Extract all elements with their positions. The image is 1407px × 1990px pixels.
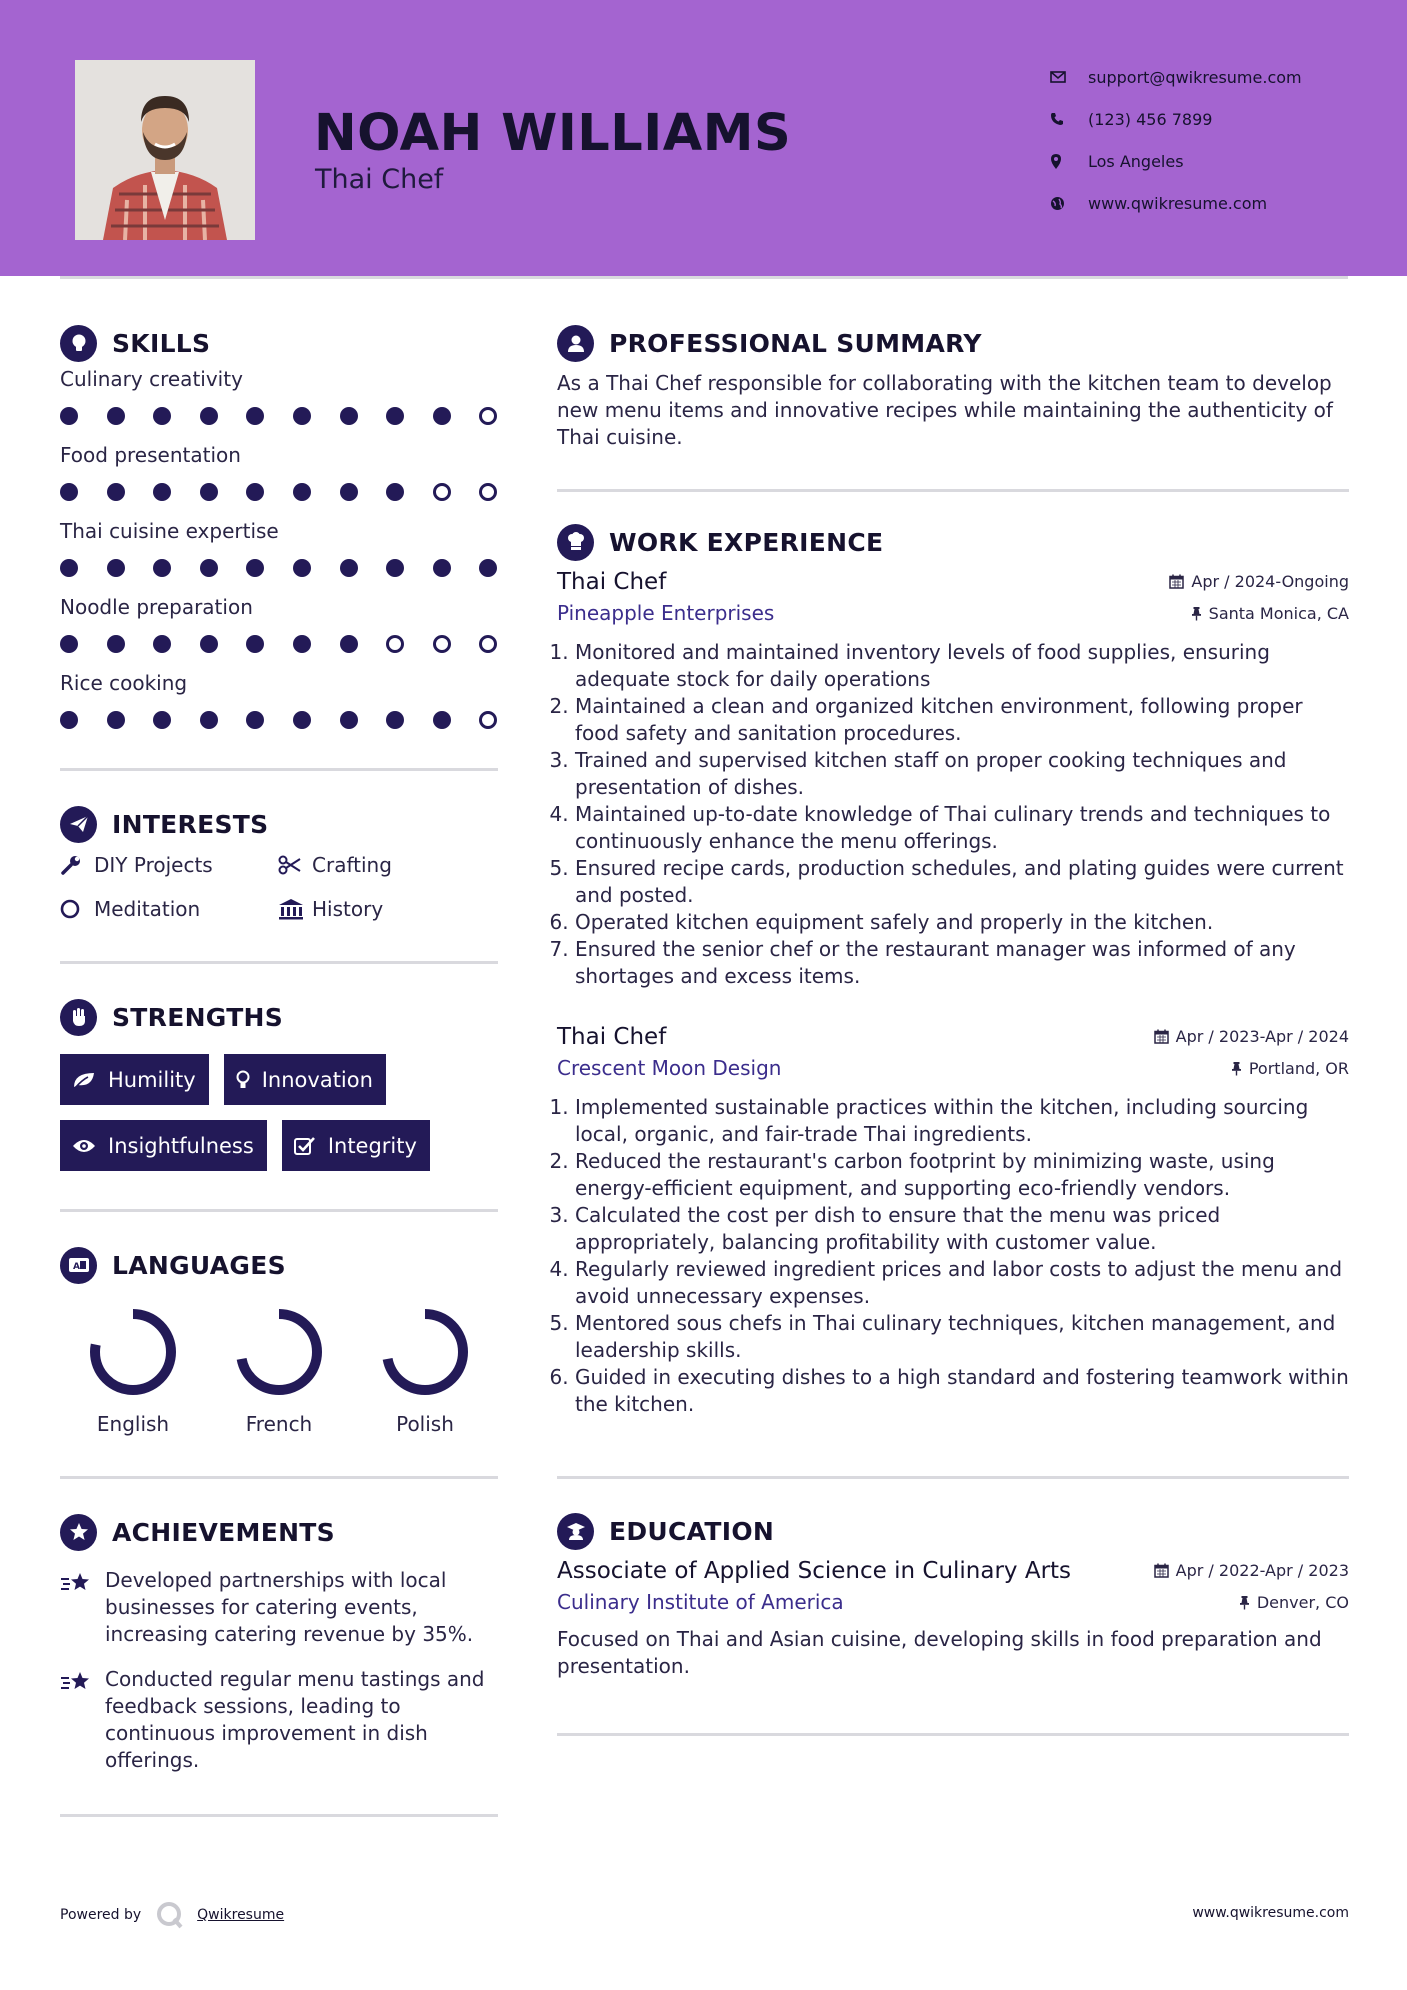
rating-dot-filled — [153, 711, 171, 729]
rating-dot-filled — [340, 483, 358, 501]
achievement-text: Developed partnerships with local businesses for catering events, increasing catering revenue by 35%. — [105, 1568, 474, 1646]
rating-dot-filled — [107, 483, 125, 501]
section-divider — [60, 1814, 498, 1817]
rating-dot-empty — [386, 635, 404, 653]
job-date — [1154, 1027, 1349, 1046]
rating-dot-filled — [60, 483, 78, 501]
interest-label: Meditation — [94, 897, 201, 921]
rating-dot-filled — [293, 407, 311, 425]
skill-rating — [60, 546, 498, 590]
skill-rating — [60, 622, 498, 666]
duty-item: 6. Guided in executing dishes to a high standard and fostering teamwork within the kitchen. — [575, 1364, 1349, 1418]
rating-dot-filled — [293, 559, 311, 577]
education-description: Focused on Thai and Asian cuisine, developing skills in food preparation and presentation. — [557, 1627, 1322, 1678]
rating-dot-filled — [293, 711, 311, 729]
skills-title: SKILLS — [112, 328, 211, 358]
checkbox-icon — [294, 1136, 316, 1156]
eye-icon — [72, 1138, 96, 1154]
rating-dot-filled — [200, 407, 218, 425]
rating-dot-filled — [107, 711, 125, 729]
duty-item: 2. Reduced the restaurant's carbon footprint by minimizing waste, using energy-efficient equipment, and supporting eco-friendly vendors. — [575, 1148, 1349, 1202]
paper-plane-icon — [60, 806, 97, 843]
achievement-text: Conducted regular menu tastings and feedback sessions, leading to continuous improvement in dish offerings. — [105, 1667, 485, 1772]
languages-list — [60, 1306, 498, 1436]
education-date — [1154, 1561, 1349, 1580]
interest-label: History — [312, 897, 384, 921]
star-badge-icon — [60, 1514, 97, 1551]
section-divider — [557, 1733, 1349, 1736]
language-item — [60, 1306, 206, 1436]
candidate-title: Thai Chef — [315, 164, 444, 195]
contact-email-text: support@qwikresume.com — [1088, 67, 1302, 87]
duty-item: 6. Operated kitchen equipment safely and properly in the kitchen. — [575, 909, 1349, 936]
interest-label: DIY Projects — [94, 853, 213, 877]
rating-dot-filled — [60, 635, 78, 653]
rating-dot-filled — [433, 407, 451, 425]
rating-dot-filled — [386, 559, 404, 577]
strengths-list — [60, 1054, 498, 1186]
skill-name: Food presentation — [60, 443, 241, 467]
rating-dot-filled — [386, 483, 404, 501]
rating-dot-filled — [153, 483, 171, 501]
skill-rating — [60, 698, 498, 742]
contact-location — [1050, 140, 1302, 182]
lightbulb-icon — [236, 1070, 250, 1090]
duty-item: 4. Regularly reviewed ingredient prices and labor costs to adjust the menu and avoid unnecessary expenses. — [575, 1256, 1349, 1310]
language-name: English — [96, 1412, 170, 1436]
achievements-list — [60, 1567, 498, 1774]
strengths-header — [60, 992, 498, 1042]
strengths-title: STRENGTHS — [112, 1002, 284, 1032]
chef-icon — [557, 524, 594, 561]
duty-item: 7. Ensured the senior chef or the restaurant manager was informed of any shortages and excess items. — [575, 936, 1349, 990]
duty-list — [557, 1094, 1349, 1418]
strength-label: Insightfulness — [108, 1133, 254, 1158]
rating-dot-empty — [479, 711, 497, 729]
section-divider — [557, 489, 1349, 492]
job-location-text: Santa Monica, CA — [1208, 603, 1349, 623]
header-divider — [60, 276, 1348, 279]
hand-icon — [60, 999, 97, 1036]
rating-dot-filled — [60, 559, 78, 577]
svg-text:A: A — [72, 1262, 80, 1272]
duty-item: 3. Trained and supervised kitchen staff on proper cooking techniques and presentation of dishes. — [575, 747, 1349, 801]
rating-dot-filled — [153, 559, 171, 577]
language-level-arc — [387, 1314, 463, 1390]
education-location-text: Denver, CO — [1256, 1592, 1349, 1612]
qwikresume-logo — [155, 1900, 185, 1930]
skill-name: Culinary creativity — [60, 367, 243, 391]
circle-icon — [60, 898, 94, 920]
section-divider — [60, 961, 498, 964]
rating-dot-filled — [340, 711, 358, 729]
calendar-icon — [1154, 1563, 1169, 1578]
interest-item — [60, 849, 278, 881]
calendar-icon — [1169, 574, 1184, 589]
rating-dot-filled — [60, 711, 78, 729]
scissors-icon — [278, 855, 312, 875]
rating-dot-filled — [153, 407, 171, 425]
section-divider — [60, 768, 498, 771]
rating-dot-filled — [153, 635, 171, 653]
experience-title: WORK EXPERIENCE — [609, 527, 884, 557]
achievements-header — [60, 1507, 498, 1557]
pushpin-icon — [1231, 1061, 1242, 1076]
skill-name: Thai cuisine expertise — [60, 519, 279, 543]
rating-dot-filled — [340, 559, 358, 577]
education-header — [557, 1506, 1349, 1556]
strength-chip — [282, 1120, 430, 1171]
duty-list — [557, 639, 1349, 990]
globe-icon — [1050, 196, 1088, 211]
rating-dot-filled — [386, 407, 404, 425]
job-entry — [557, 569, 1349, 990]
map-pin-icon — [1050, 154, 1088, 169]
interest-item — [278, 849, 496, 881]
rating-dot-filled — [433, 559, 451, 577]
rating-dot-filled — [107, 635, 125, 653]
rating-dot-filled — [246, 635, 264, 653]
section-divider — [557, 1476, 1349, 1479]
contact-location-text: Los Angeles — [1088, 151, 1184, 171]
language-name: Polish — [396, 1412, 454, 1436]
summary-header — [557, 318, 1349, 368]
languages-header — [60, 1240, 498, 1290]
footer-powered-by — [60, 1900, 284, 1930]
duty-item: 1. Implemented sustainable practices within the kitchen, including sourcing local, organic, and fair-trade Thai ingredients. — [575, 1094, 1349, 1148]
strength-label: Innovation — [261, 1067, 373, 1092]
language-gauge — [87, 1306, 179, 1398]
footer-website[interactable]: www.qwikresume.com — [1192, 1905, 1349, 1921]
job-location-text: Portland, OR — [1248, 1058, 1349, 1078]
duty-item: 2. Maintained a clean and organized kitchen environment, following proper food safety and sanitation procedures. — [575, 693, 1349, 747]
achievement-item — [60, 1567, 498, 1648]
jobs-list — [557, 569, 1349, 1418]
rating-dot-empty — [479, 635, 497, 653]
strength-chip — [224, 1054, 386, 1105]
contact-website[interactable] — [1050, 182, 1302, 224]
job-title: Thai Chef — [557, 569, 667, 595]
bank-icon — [278, 898, 312, 920]
job-location — [1191, 604, 1349, 623]
contact-website-text: www.qwikresume.com — [1088, 193, 1268, 213]
skills-header — [60, 318, 498, 368]
rating-dot-filled — [246, 483, 264, 501]
contact-email[interactable] — [1050, 56, 1302, 98]
summary-text: As a Thai Chef responsible for collaborating with the kitchen team to develop new menu items and innovative recipes while maintaining the authenticity of Thai cuisine. — [557, 371, 1333, 449]
section-divider — [60, 1209, 498, 1212]
rating-dot-filled — [340, 407, 358, 425]
interests-header — [60, 799, 498, 849]
envelope-icon — [1050, 71, 1088, 83]
pushpin-icon — [1191, 606, 1202, 621]
duty-item: 3. Calculated the cost per dish to ensure that the menu was priced appropriately, balancing profitability with customer value. — [575, 1202, 1349, 1256]
powered-by-label: Powered by — [60, 1907, 142, 1923]
language-icon — [60, 1247, 97, 1284]
shooting-star-icon — [60, 1567, 105, 1648]
rating-dot-filled — [246, 407, 264, 425]
skill-rating — [60, 394, 498, 438]
education-entry — [557, 1558, 1349, 1680]
job-location — [1231, 1059, 1349, 1078]
experience-header — [557, 517, 1349, 567]
profile-photo — [75, 60, 255, 240]
contact-phone[interactable] — [1050, 98, 1302, 140]
calendar-icon — [1154, 1029, 1169, 1044]
skill-name: Noodle preparation — [60, 595, 253, 619]
language-gauge — [379, 1306, 471, 1398]
interests-list — [60, 849, 498, 925]
strength-label: Humility — [108, 1067, 196, 1092]
education-location — [1239, 1593, 1349, 1612]
language-item — [352, 1306, 498, 1436]
duty-item: 5. Mentored sous chefs in Thai culinary techniques, kitchen management, and leadership skills. — [575, 1310, 1349, 1364]
phone-icon — [1050, 112, 1088, 126]
rating-dot-filled — [340, 635, 358, 653]
strength-label: Integrity — [327, 1133, 417, 1158]
qwikresume-link[interactable]: Qwikresume — [197, 1907, 285, 1923]
rating-dot-empty — [433, 635, 451, 653]
rating-dot-filled — [246, 711, 264, 729]
interest-item — [60, 893, 278, 925]
job-title: Thai Chef — [557, 1024, 667, 1050]
achievement-item — [60, 1666, 498, 1774]
language-gauge — [233, 1306, 325, 1398]
duty-item: 1. Monitored and maintained inventory levels of food supplies, ensuring adequate stock for daily operations — [575, 639, 1349, 693]
interest-item — [278, 893, 496, 925]
right-column — [557, 318, 1349, 1736]
rating-dot-filled — [200, 559, 218, 577]
rating-dot-empty — [479, 407, 497, 425]
rating-dot-filled — [293, 635, 311, 653]
degree-title: Associate of Applied Science in Culinary Arts — [557, 1558, 1072, 1584]
graduate-icon — [557, 1513, 594, 1550]
contact-list — [1050, 56, 1302, 224]
rating-dot-filled — [107, 559, 125, 577]
rating-dot-filled — [293, 483, 311, 501]
rating-dot-filled — [107, 407, 125, 425]
language-item — [206, 1306, 352, 1436]
rating-dot-empty — [433, 483, 451, 501]
language-name: French — [245, 1412, 313, 1436]
left-column — [60, 318, 498, 1817]
shooting-star-icon — [60, 1666, 105, 1774]
rating-dot-filled — [479, 559, 497, 577]
candidate-name: NOAH WILLIAMS — [314, 104, 792, 163]
interests-title: INTERESTS — [112, 809, 269, 839]
wrench-icon — [60, 854, 94, 876]
rating-dot-filled — [246, 559, 264, 577]
interest-label: Crafting — [312, 853, 392, 877]
rating-dot-filled — [200, 635, 218, 653]
user-icon — [557, 325, 594, 362]
pushpin-icon — [1239, 1595, 1250, 1610]
education-title: EDUCATION — [609, 1516, 775, 1546]
duty-item: 5. Ensured recipe cards, production schedules, and plating guides were current and posted. — [575, 855, 1349, 909]
contact-phone-text: (123) 456 7899 — [1088, 109, 1213, 129]
leaf-icon — [72, 1071, 96, 1089]
company-name: Pineapple Enterprises — [557, 601, 775, 625]
rating-dot-filled — [200, 483, 218, 501]
achievements-title: ACHIEVEMENTS — [112, 1517, 335, 1547]
strength-chip — [60, 1120, 267, 1171]
company-name: Crescent Moon Design — [557, 1056, 782, 1080]
language-level-arc — [241, 1314, 317, 1390]
skill-rating — [60, 470, 498, 514]
rating-dot-filled — [386, 711, 404, 729]
education-date-text: Apr / 2022-Apr / 2023 — [1175, 1561, 1349, 1580]
skills-list — [60, 364, 498, 742]
job-date — [1169, 572, 1349, 591]
lightbulb-icon — [60, 325, 97, 362]
rating-dot-filled — [60, 407, 78, 425]
language-level-arc — [95, 1314, 171, 1390]
rating-dot-filled — [433, 711, 451, 729]
rating-dot-filled — [200, 711, 218, 729]
duty-item: 4. Maintained up-to-date knowledge of Thai culinary trends and techniques to continuously enhance the menu offerings. — [575, 801, 1349, 855]
job-entry — [557, 1024, 1349, 1418]
section-divider — [60, 1476, 498, 1479]
job-date-text: Apr / 2024-Ongoing — [1191, 572, 1349, 591]
job-date-text: Apr / 2023-Apr / 2024 — [1175, 1027, 1349, 1046]
languages-title: LANGUAGES — [112, 1250, 286, 1280]
strength-chip — [60, 1054, 209, 1105]
school-name: Culinary Institute of America — [557, 1590, 844, 1614]
summary-title: PROFESSIONAL SUMMARY — [609, 328, 982, 358]
skill-name: Rice cooking — [60, 671, 188, 695]
rating-dot-empty — [479, 483, 497, 501]
